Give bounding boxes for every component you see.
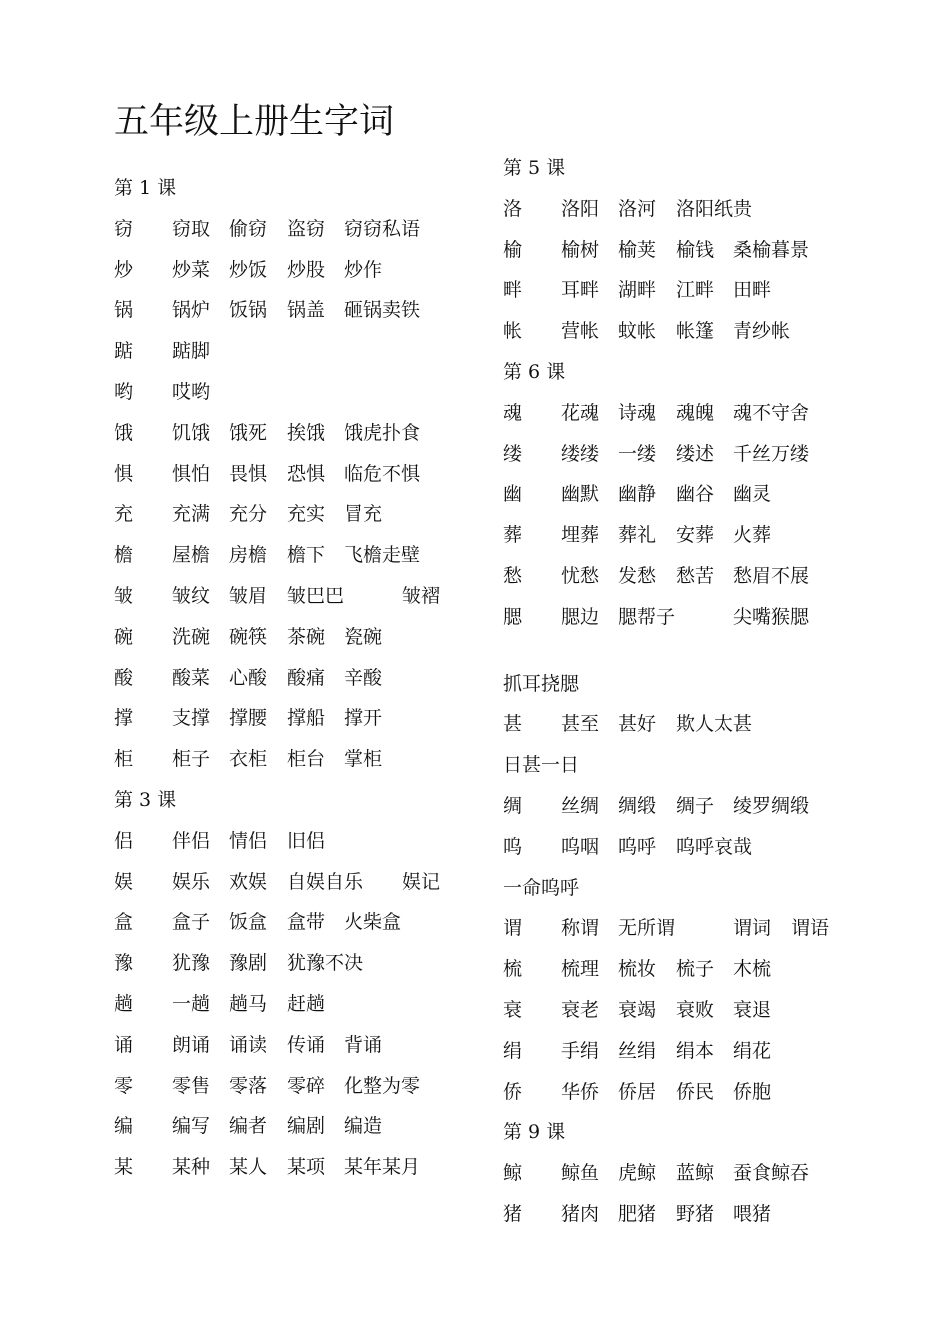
- lesson-heading: 第 9 课: [503, 1121, 566, 1144]
- word: 某人: [229, 1156, 268, 1179]
- word: 饥饿: [172, 421, 211, 444]
- word: 房檐: [229, 544, 268, 567]
- character: 缕: [503, 442, 523, 465]
- word: 江畔: [676, 279, 715, 302]
- word: 缕缕: [561, 442, 600, 465]
- page-title: 五年级上册生字词: [114, 102, 395, 142]
- word: 冒充: [344, 503, 383, 526]
- word: 挨饿: [287, 421, 326, 444]
- word: 屋檐: [172, 544, 211, 567]
- word: 诵读: [229, 1033, 268, 1056]
- word: 踮脚: [172, 340, 211, 363]
- word: 葬礼: [618, 524, 657, 547]
- character: 猪: [503, 1203, 523, 1225]
- word: 窃窃私语: [344, 217, 421, 240]
- word: 衰竭: [618, 999, 657, 1021]
- character: 豫: [114, 952, 134, 975]
- character: 撑: [114, 707, 134, 730]
- character: 洛: [503, 197, 523, 220]
- word: 临危不惧: [344, 462, 421, 485]
- character: 某: [114, 1156, 134, 1179]
- word: 洗碗: [172, 625, 211, 648]
- word: 甚至: [561, 713, 600, 736]
- word: 湖畔: [618, 279, 657, 302]
- word: 绸缎: [618, 795, 657, 817]
- word: 炒作: [344, 258, 383, 281]
- word: 火柴盒: [344, 911, 402, 934]
- word: 趟马: [229, 993, 268, 1015]
- word: 充实: [287, 503, 326, 526]
- word: 饿死: [229, 421, 268, 444]
- character: 幽: [503, 483, 523, 506]
- word: 酸菜: [172, 666, 211, 689]
- character: 愁: [503, 565, 523, 587]
- word: 手绢: [561, 1039, 600, 1062]
- word: 编者: [229, 1115, 268, 1138]
- word: 幽默: [561, 483, 600, 506]
- word: 皱巴巴: [287, 585, 345, 607]
- word: 心酸: [229, 666, 268, 689]
- character: 趟: [114, 993, 134, 1015]
- word: 肥猪: [618, 1203, 657, 1225]
- word: 饭锅: [229, 299, 268, 322]
- word: 耳畔: [561, 279, 600, 302]
- word: 衰老: [561, 999, 600, 1021]
- word: 衣柜: [229, 748, 268, 771]
- word: 盗窃: [287, 217, 326, 240]
- word: 哎哟: [172, 381, 211, 403]
- word: 背诵: [344, 1033, 383, 1056]
- word: 榆树: [561, 238, 600, 261]
- word: 一趟: [172, 993, 211, 1015]
- word: 窃取: [172, 217, 211, 240]
- word: 无所谓: [618, 917, 676, 940]
- word: 丝绸: [561, 795, 600, 817]
- word: 飞檐走壁: [344, 544, 421, 567]
- character: 腮: [503, 605, 523, 628]
- lesson-heading: 第 5 课: [503, 157, 566, 179]
- character: 锅: [114, 299, 134, 322]
- word: 谓语: [791, 917, 830, 940]
- word: 豫剧: [229, 952, 268, 975]
- word: 梳子: [676, 958, 715, 981]
- word: 田畔: [733, 279, 772, 302]
- word: 华侨: [561, 1080, 600, 1103]
- idiom-continuation: 一命呜呼: [503, 876, 580, 899]
- word: 魂不守舍: [733, 401, 810, 424]
- word: 一缕: [618, 442, 657, 465]
- character: 碗: [114, 625, 134, 648]
- character: 炒: [114, 258, 134, 281]
- character: 绢: [503, 1039, 523, 1062]
- word: 碗筷: [229, 625, 268, 648]
- word: 虎鲸: [618, 1162, 657, 1185]
- word: 欢娱: [229, 870, 268, 893]
- word: 埋葬: [561, 524, 600, 547]
- word: 撑腰: [229, 707, 268, 730]
- word: 辛酸: [344, 666, 383, 689]
- word: 锅盖: [287, 299, 326, 322]
- word: 蚊帐: [618, 320, 657, 343]
- word: 欺人太甚: [676, 713, 753, 736]
- character: 檐: [114, 544, 134, 567]
- word: 愁苦: [676, 565, 715, 587]
- word: 偷窃: [229, 217, 268, 240]
- left-column: [114, 173, 474, 1203]
- word: 衰退: [733, 999, 772, 1021]
- word: 榆钱: [676, 238, 715, 261]
- word: 青纱帐: [733, 320, 791, 343]
- word: 榆荚: [618, 238, 657, 261]
- word: 编写: [172, 1115, 211, 1138]
- character: 畔: [503, 279, 523, 302]
- word: 洛阳纸贵: [676, 197, 753, 220]
- word: 情侣: [229, 829, 268, 852]
- word: 锅炉: [172, 299, 211, 322]
- word: 桑榆暮景: [733, 238, 810, 261]
- word: 撑开: [344, 707, 383, 730]
- word: 炒股: [287, 258, 326, 281]
- word: 衰败: [676, 999, 715, 1021]
- character: 帐: [503, 320, 523, 343]
- word: 传诵: [287, 1033, 326, 1056]
- word: 帐篷: [676, 320, 715, 343]
- right-column: [503, 153, 863, 1233]
- word: 幽静: [618, 483, 657, 506]
- word: 称谓: [561, 917, 600, 940]
- word: 畏惧: [229, 462, 268, 485]
- word: 火葬: [733, 524, 772, 547]
- character: 梳: [503, 958, 523, 981]
- word: 洛河: [618, 197, 657, 220]
- word: 编剧: [287, 1115, 326, 1138]
- word: 尖嘴猴腮: [733, 605, 810, 628]
- character: 酸: [114, 666, 134, 689]
- word: 饭盒: [229, 911, 268, 934]
- word: 茶碗: [287, 625, 326, 648]
- word: 诗魂: [618, 401, 657, 424]
- word: 恐惧: [287, 462, 326, 485]
- word: 盒子: [172, 911, 211, 934]
- word: 撑船: [287, 707, 326, 730]
- word: 谓词: [733, 917, 772, 940]
- word: 娱乐: [172, 870, 211, 893]
- word: 呜呼哀哉: [676, 835, 753, 858]
- lesson-heading: 第 6 课: [503, 361, 566, 383]
- word: 饿虎扑食: [344, 421, 421, 444]
- word: 绢本: [676, 1039, 715, 1062]
- word: 木梳: [733, 958, 772, 981]
- word: 惧怕: [172, 462, 211, 485]
- word: 酸痛: [287, 666, 326, 689]
- word: 盒带: [287, 911, 326, 934]
- word: 化整为零: [344, 1074, 421, 1097]
- word: 皱眉: [229, 585, 268, 607]
- word: 皱纹: [172, 585, 211, 607]
- word: 伴侣: [172, 829, 211, 852]
- word: 某年某月: [344, 1156, 421, 1179]
- word: 充分: [229, 503, 268, 526]
- idiom-continuation: 日甚一日: [503, 754, 580, 777]
- character: 葬: [503, 524, 523, 547]
- idiom-continuation: 抓耳挠腮: [503, 672, 580, 695]
- word: 鲸鱼: [561, 1162, 600, 1185]
- character: 诵: [114, 1033, 134, 1056]
- character: 鲸: [503, 1162, 523, 1185]
- character: 榆: [503, 238, 523, 261]
- word: 绫罗绸缎: [733, 795, 810, 817]
- word: 零售: [172, 1074, 211, 1097]
- character: 甚: [503, 713, 523, 736]
- word: 洛阳: [561, 197, 600, 220]
- word: 蓝鲸: [676, 1162, 715, 1185]
- character: 编: [114, 1115, 134, 1138]
- character: 踮: [114, 340, 134, 363]
- word: 腮边: [561, 605, 600, 628]
- word: 腮帮子: [618, 605, 676, 628]
- word: 支撑: [172, 707, 211, 730]
- word: 旧侣: [287, 829, 326, 852]
- character: 柜: [114, 748, 134, 771]
- word: 绢花: [733, 1039, 772, 1062]
- word: 幽灵: [733, 483, 772, 506]
- word: 魂魄: [676, 401, 715, 424]
- word: 零碎: [287, 1074, 326, 1097]
- word: 某项: [287, 1156, 326, 1179]
- word: 皱褶: [402, 585, 441, 607]
- character: 哟: [114, 381, 134, 403]
- word: 营帐: [561, 320, 600, 343]
- word: 安葬: [676, 524, 715, 547]
- character: 谓: [503, 917, 523, 940]
- word: 娱记: [402, 870, 441, 893]
- character: 侣: [114, 829, 134, 852]
- word: 千丝万缕: [733, 442, 810, 465]
- word: 梳妆: [618, 958, 657, 981]
- word: 花魂: [561, 401, 600, 424]
- word: 零落: [229, 1074, 268, 1097]
- word: 忧愁: [561, 565, 600, 587]
- word: 呜呼: [618, 835, 657, 858]
- word: 缕述: [676, 442, 715, 465]
- character: 绸: [503, 795, 523, 817]
- word: 犹豫: [172, 952, 211, 975]
- word: 呜咽: [561, 835, 600, 858]
- word: 朗诵: [172, 1033, 211, 1056]
- word: 幽谷: [676, 483, 715, 506]
- word: 某种: [172, 1156, 211, 1179]
- word: 甚好: [618, 713, 657, 736]
- word: 充满: [172, 503, 211, 526]
- lesson-heading: 第 1 课: [114, 177, 177, 199]
- word: 侨民: [676, 1080, 715, 1103]
- character: 惧: [114, 462, 134, 485]
- word: 侨胞: [733, 1080, 772, 1103]
- word: 猪肉: [561, 1203, 600, 1225]
- word: 野猪: [676, 1203, 715, 1225]
- character: 呜: [503, 835, 523, 858]
- character: 魂: [503, 401, 523, 424]
- lesson-heading: 第 3 课: [114, 789, 177, 811]
- word: 蚕食鲸吞: [733, 1162, 810, 1185]
- character: 皱: [114, 585, 134, 607]
- word: 赶趟: [287, 993, 326, 1015]
- word: 编造: [344, 1115, 383, 1138]
- word: 绸子: [676, 795, 715, 817]
- word: 自娱自乐: [287, 870, 364, 893]
- word: 瓷碗: [344, 625, 383, 648]
- character: 窃: [114, 217, 134, 240]
- word: 喂猪: [733, 1203, 772, 1225]
- character: 饿: [114, 421, 134, 444]
- character: 衰: [503, 999, 523, 1021]
- word: 愁眉不展: [733, 565, 810, 587]
- character: 零: [114, 1074, 134, 1097]
- character: 盒: [114, 911, 134, 934]
- word: 炒菜: [172, 258, 211, 281]
- word: 炒饭: [229, 258, 268, 281]
- word: 柜子: [172, 748, 211, 771]
- character: 娱: [114, 870, 134, 893]
- character: 充: [114, 503, 134, 526]
- word: 梳理: [561, 958, 600, 981]
- character: 侨: [503, 1080, 523, 1103]
- word: 发愁: [618, 565, 657, 587]
- word: 犹豫不决: [287, 952, 364, 975]
- word: 侨居: [618, 1080, 657, 1103]
- word: 丝绢: [618, 1039, 657, 1062]
- word: 掌柜: [344, 748, 383, 771]
- word: 砸锅卖铁: [344, 299, 421, 322]
- word: 檐下: [287, 544, 326, 567]
- word: 柜台: [287, 748, 326, 771]
